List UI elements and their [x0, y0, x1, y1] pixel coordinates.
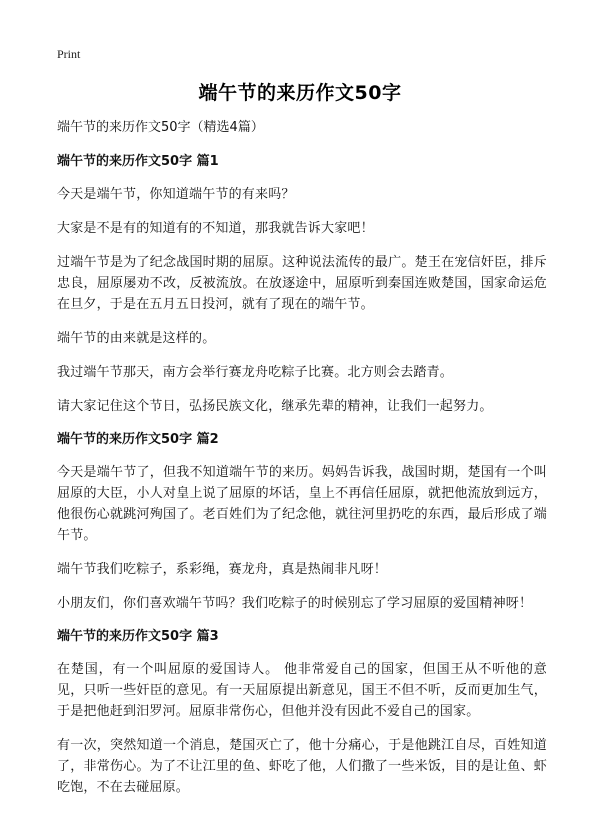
paragraph: 过端午节是为了纪念战国时期的屈原。这种说法流传的最广。楚王在宠信奸臣，排斥忠良，屈原屡劝不改，反被流放。在放逐途中，屈原听到秦国连败楚国，国家命运危在旦夕，于是在五月五日投河，就有了现在的端午节。 — [57, 255, 547, 312]
paragraph: 请大家记住这个节日，弘扬民族文化，继承先辈的精神，让我们一起努力。 — [57, 399, 493, 414]
section-3 — [57, 627, 547, 798]
paragraph: 今天是端午节，你知道端午节的有来吗？ — [57, 187, 295, 202]
paragraph: 我过端午节那天，南方会举行赛龙舟吃粽子比赛。北方则会去踏青。 — [57, 365, 454, 380]
section-heading: 端午节的来历作文50字 篇1 — [57, 154, 219, 169]
print-label: Print — [57, 47, 81, 61]
paragraph: 大家是不是有的知道有的不知道，那我就告诉大家吧！ — [57, 221, 374, 236]
page-title: 端午节的来历作文50字 — [198, 82, 402, 104]
document-subtitle: 端午节的来历作文50字（精选4篇） — [57, 120, 264, 135]
section-heading: 端午节的来历作文50字 篇3 — [57, 629, 219, 644]
paragraph: 端午节我们吃粽子，系彩绳，赛龙舟，真是热闹非凡呀！ — [57, 562, 388, 577]
document-body — [57, 118, 547, 810]
section-1 — [57, 152, 547, 417]
section-2 — [57, 430, 547, 614]
section-heading: 端午节的来历作文50字 篇2 — [57, 432, 219, 447]
paragraph: 今天是端午节了，但我不知道端午节的来历。妈妈告诉我，战国时期，楚国有一个叫屈原的大臣，小人对皇上说了屈原的坏话，皇上不再信任屈原，就把他流放到远方，他很伤心就跳河殉国了。老百姓们为了纪念他，就往河里扔吃的东西，最后形成了端午节。 — [57, 465, 547, 543]
paragraph: 端午节的由来就是这样的。 — [57, 331, 216, 346]
paragraph: 有一次，突然知道一个消息，楚国灭亡了，他十分痛心，于是他跳江自尽，百姓知道了，非常伤心。为了不让江里的鱼、虾吃了他，人们撒了一些米饭，目的是让鱼、虾吃饱，不在去碰屈原。 — [57, 738, 547, 795]
paragraph: 在楚国，有一个叫屈原的爱国诗人。 他非常爱自己的国家，但国王从不听他的意见，只听一些奸臣的意见。有一天屈原提出新意见，国王不但不听，反而更加生气，于是把他赶到汨罗河。屈原非常伤心，但他并没有因此不爱自己的国家。 — [57, 662, 547, 719]
paragraph: 小朋友们，你们喜欢端午节吗？我们吃粽子的时候别忘了学习屈原的爱国精神呀！ — [57, 596, 533, 611]
